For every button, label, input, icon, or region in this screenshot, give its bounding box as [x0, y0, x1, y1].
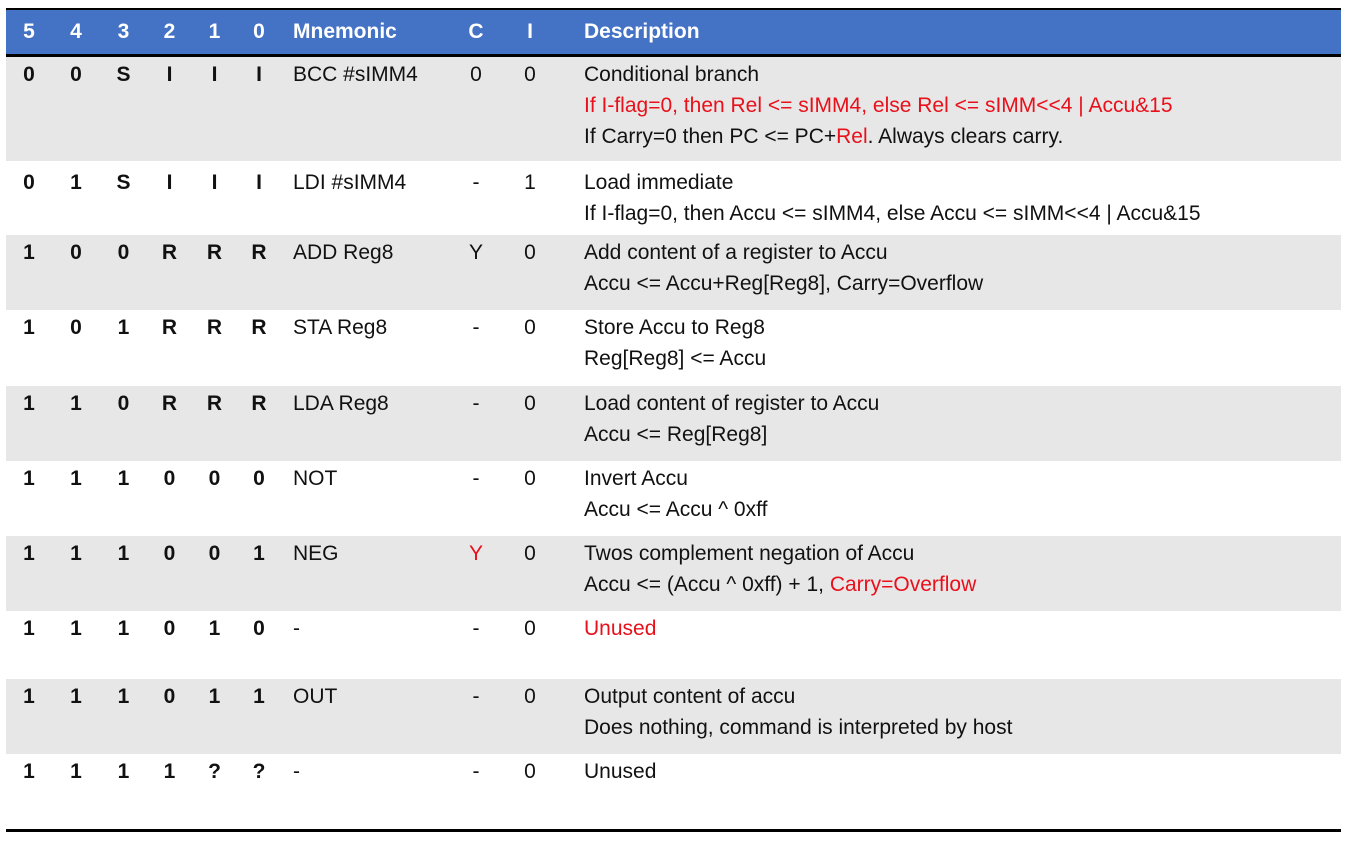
bit-cell: 1 — [70, 392, 82, 415]
table-row — [6, 161, 1341, 235]
description-line: Conditional branch — [584, 63, 760, 86]
bit-cell: R — [161, 392, 178, 415]
iflag-cell: 0 — [524, 392, 536, 415]
description-text: Accu <= (Accu ^ 0xff) + 1, — [584, 573, 830, 596]
description-text: . Always clears carry. — [867, 125, 1064, 148]
bit-cell: 1 — [117, 316, 130, 339]
iflag-cell: 0 — [524, 685, 536, 708]
mnemonic-cell: BCC #sIMM4 — [293, 63, 418, 86]
iflag-cell: 0 — [524, 542, 536, 565]
description-line: Accu <= Accu ^ 0xff — [584, 498, 768, 521]
bit-cell: R — [251, 392, 267, 415]
description-line — [584, 121, 1341, 152]
bit-cell: 1 — [208, 617, 221, 640]
header-c: C — [468, 20, 484, 43]
header-description: Description — [584, 20, 700, 43]
description-line-highlight: If I-flag=0, then Rel <= sIMM4, else Rel <= sIMM<<4 | Accu&15 — [584, 94, 1173, 117]
bit-cell: R — [161, 316, 178, 339]
carry-cell: - — [472, 617, 480, 640]
bit-cell: R — [206, 316, 223, 339]
iflag-cell: 0 — [524, 241, 536, 264]
bit-cell: 0 — [117, 392, 130, 415]
bit-cell: 0 — [253, 617, 265, 640]
description-cell — [554, 536, 1341, 611]
table-row — [6, 310, 1341, 386]
description-cell — [554, 57, 1341, 161]
table-row — [6, 611, 1341, 679]
bit-cell: 1 — [23, 760, 35, 783]
carry-cell: - — [472, 685, 480, 708]
description-cell — [554, 310, 1341, 386]
bit-cell: 0 — [70, 63, 82, 86]
description-cell — [554, 611, 1341, 679]
bit-cell: 1 — [117, 542, 130, 565]
bit-cell: 0 — [117, 241, 130, 264]
iflag-cell: 0 — [524, 760, 536, 783]
bit-cell: 1 — [117, 685, 130, 708]
description-line: Output content of accu — [584, 685, 796, 708]
bit-cell: 0 — [70, 316, 82, 339]
description-cell — [554, 461, 1341, 536]
mnemonic-cell: - — [293, 760, 300, 783]
bit-cell: 1 — [23, 542, 35, 565]
description-line: Load content of register to Accu — [584, 392, 880, 415]
bit-cell: 1 — [163, 760, 176, 783]
bit-cell: 1 — [253, 542, 265, 565]
bit-cell: S — [116, 171, 131, 194]
bit-cell: 0 — [253, 467, 265, 490]
bit-cell: 1 — [117, 467, 130, 490]
header-bit-3: 3 — [117, 20, 130, 43]
bit-cell: R — [206, 241, 223, 264]
bit-cell: 0 — [208, 467, 221, 490]
description-line: Twos complement negation of Accu — [584, 542, 915, 565]
mnemonic-cell: STA Reg8 — [293, 316, 388, 339]
header-bit-2: 2 — [163, 20, 176, 43]
carry-cell: Y — [468, 241, 483, 264]
iflag-cell: 0 — [524, 63, 536, 86]
description-line: Add content of a register to Accu — [584, 241, 888, 264]
table-row — [6, 536, 1341, 611]
bit-cell: 1 — [23, 392, 35, 415]
description-cell — [554, 165, 1341, 235]
bit-cell: 0 — [163, 542, 176, 565]
bit-cell: I — [166, 63, 173, 86]
bit-cell: I — [211, 171, 218, 194]
bit-cell: 1 — [23, 685, 35, 708]
bit-cell: 0 — [163, 617, 176, 640]
description-line: Accu <= Accu+Reg[Reg8], Carry=Overflow — [584, 272, 984, 295]
description-line — [584, 569, 1341, 600]
instruction-table — [6, 8, 1341, 832]
iflag-cell: 1 — [524, 171, 536, 194]
mnemonic-cell: ADD Reg8 — [293, 241, 394, 264]
carry-cell: - — [472, 171, 480, 194]
carry-cell: - — [472, 760, 480, 783]
bit-cell: 0 — [23, 171, 35, 194]
header-bit-4: 4 — [70, 20, 82, 43]
description-text-highlight: Carry=Overflow — [829, 573, 977, 596]
iflag-cell: 0 — [524, 467, 536, 490]
bit-cell: ? — [252, 760, 266, 783]
description-cell — [554, 235, 1341, 310]
description-line: If I-flag=0, then Accu <= sIMM4, else Accu <= sIMM<<4 | Accu&15 — [584, 202, 1201, 225]
table-row — [6, 235, 1341, 310]
mnemonic-cell: - — [293, 617, 300, 640]
header-mnemonic: Mnemonic — [293, 20, 397, 43]
bit-cell: 0 — [163, 467, 176, 490]
mnemonic-cell: OUT — [293, 685, 338, 708]
description-line-highlight: Unused — [584, 617, 657, 640]
bit-cell: 1 — [23, 241, 35, 264]
bit-cell: 1 — [70, 171, 82, 194]
carry-cell-highlight: Y — [468, 542, 483, 565]
bit-cell: 0 — [163, 685, 176, 708]
bit-cell: ? — [208, 760, 221, 783]
carry-cell: - — [472, 392, 480, 415]
bit-cell: 1 — [23, 467, 35, 490]
bit-cell: R — [206, 392, 223, 415]
header-bit-0: 0 — [253, 20, 265, 43]
description-line: Load immediate — [584, 171, 734, 194]
bit-cell: 1 — [208, 685, 221, 708]
bit-cell: 1 — [70, 685, 82, 708]
mnemonic-cell: LDI #sIMM4 — [293, 171, 407, 194]
iflag-cell: 0 — [524, 316, 536, 339]
bit-cell: 1 — [70, 542, 82, 565]
bit-cell: 1 — [117, 760, 130, 783]
header-bit-1: 1 — [208, 20, 221, 43]
description-text: If Carry=0 then PC <= PC+ — [584, 125, 837, 148]
table-row — [6, 57, 1341, 161]
description-line: Does nothing, command is interpreted by host — [584, 716, 1013, 739]
description-line: Unused — [584, 760, 657, 783]
table-row — [6, 679, 1341, 754]
mnemonic-cell: NOT — [293, 467, 338, 490]
bit-cell: R — [161, 241, 178, 264]
table-row — [6, 461, 1341, 536]
bit-cell: R — [251, 241, 267, 264]
bit-cell: 1 — [70, 760, 82, 783]
bit-cell: S — [116, 63, 131, 86]
bit-cell: 1 — [70, 617, 82, 640]
bit-cell: 1 — [117, 617, 130, 640]
bit-cell: I — [211, 63, 218, 86]
mnemonic-cell: LDA Reg8 — [293, 392, 389, 415]
bit-cell: 1 — [253, 685, 265, 708]
description-cell — [554, 386, 1341, 461]
header-i: I — [527, 20, 533, 43]
bottom-rule — [6, 829, 1341, 832]
bit-cell: 0 — [23, 63, 35, 86]
description-cell — [554, 754, 1341, 790]
table-row — [6, 386, 1341, 461]
table-header — [6, 10, 1341, 54]
bit-cell: R — [251, 316, 267, 339]
bit-cell: 1 — [23, 617, 35, 640]
bit-cell: 1 — [70, 467, 82, 490]
header-bit-5: 5 — [23, 20, 35, 43]
description-line: Store Accu to Reg8 — [584, 316, 765, 339]
bit-cell: I — [256, 171, 262, 194]
description-line: Invert Accu — [584, 467, 688, 490]
iflag-cell: 0 — [524, 617, 536, 640]
bit-cell: I — [256, 63, 262, 86]
carry-cell: 0 — [470, 63, 482, 86]
bit-cell: I — [166, 171, 173, 194]
carry-cell: - — [472, 467, 480, 490]
bit-cell: 0 — [208, 542, 221, 565]
description-line: Accu <= Reg[Reg8] — [584, 423, 768, 446]
bit-cell: 1 — [23, 316, 35, 339]
carry-cell: - — [472, 316, 480, 339]
description-text-highlight: Rel — [836, 125, 868, 148]
description-cell — [554, 679, 1341, 754]
mnemonic-cell: NEG — [293, 542, 339, 565]
bit-cell: 0 — [70, 241, 82, 264]
table-row — [6, 754, 1341, 790]
description-line: Reg[Reg8] <= Accu — [584, 347, 767, 370]
